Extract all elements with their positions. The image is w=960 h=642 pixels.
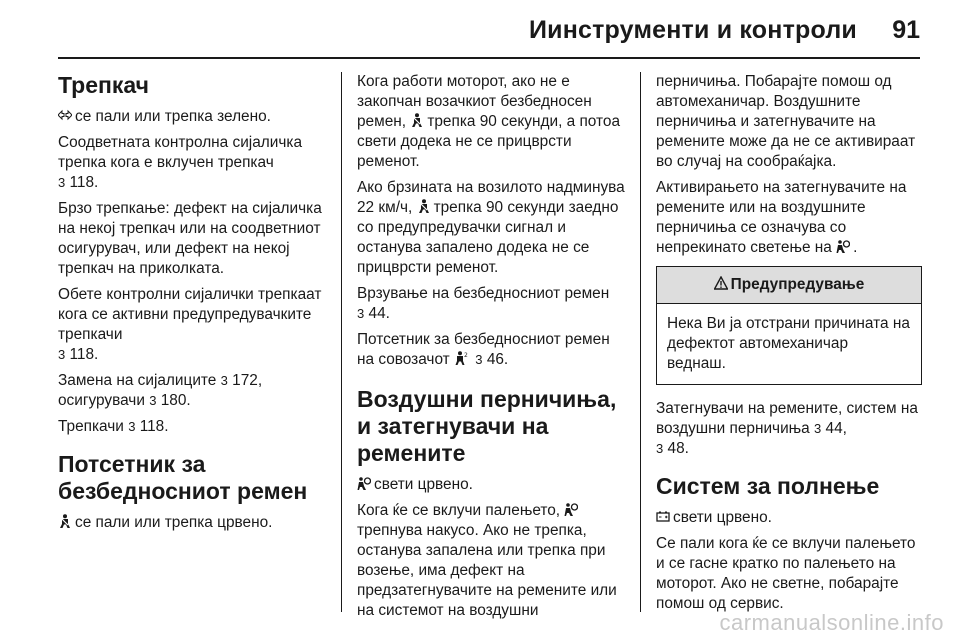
reference-arrow-icon: 3 — [58, 175, 66, 190]
page-ref: 118. — [69, 346, 99, 363]
text: Кога работи моторот, ако не е закопчан возачкиот безбедносен ремен, — [357, 73, 592, 130]
text: Врзување на безбедносниот ремен — [357, 285, 610, 302]
reference-arrow-icon: 3 — [58, 347, 66, 362]
warning-title: Предупредување — [730, 276, 865, 293]
page-ref: 180. — [160, 392, 191, 409]
column-divider — [341, 72, 342, 612]
airbag-icon — [564, 502, 578, 516]
text: Ако брзината на возилото надминува 22 км/ч, — [357, 179, 625, 216]
text: Замена на сијалиците — [58, 372, 217, 389]
paragraph — [656, 399, 922, 459]
reference-arrow-icon: 3 — [220, 373, 228, 388]
reference-arrow-icon: 3 — [656, 441, 664, 456]
text: се пали или трепка зелено. — [75, 108, 271, 125]
paragraph — [58, 285, 330, 365]
column-divider — [640, 72, 641, 612]
paragraph — [357, 501, 627, 621]
text: Кога ќе се вклучи палењето, — [357, 502, 561, 519]
reference-arrow-icon: 3 — [149, 393, 157, 408]
column-3 — [656, 72, 922, 620]
paragraph — [58, 513, 330, 533]
battery-icon — [656, 509, 670, 523]
paragraph — [357, 178, 627, 278]
paragraph — [58, 417, 330, 437]
page-title: Иинструменти и контроли — [528, 16, 857, 44]
airbag-icon — [836, 239, 850, 253]
seatbelt-person-icon — [58, 514, 72, 528]
page-ref: 172, — [232, 372, 263, 389]
reference-arrow-icon: 3 — [128, 419, 136, 434]
text: . — [853, 239, 858, 256]
text: свети црвено. — [374, 476, 473, 493]
reference-arrow-icon: 3 — [475, 352, 483, 367]
paragraph: Брзо трепкање: дефект на сијаличка на некој трепкач или на соодветниот осигурувач, или дефект на некој трепкач на приколката. — [58, 200, 322, 277]
page-number: 91 — [892, 16, 920, 44]
airbag-icon — [357, 476, 371, 490]
paragraph — [357, 72, 627, 172]
section-heading-airbags: Воздушни перничиња, и затегнувачи на ремените — [357, 386, 617, 466]
turn-signal-arrows-icon — [58, 108, 72, 122]
text: свети црвено. — [673, 509, 772, 526]
section-heading-turn-signal: Трепкач — [58, 72, 149, 98]
column-2 — [357, 72, 627, 627]
paragraph — [656, 508, 922, 528]
paragraph — [357, 330, 627, 370]
paragraph: Се пали кога ќе се вклучи палењето и се гасне кратко по палењето на моторот. Ако не светне, побарајте помош од сервис. — [656, 535, 916, 612]
column-1 — [58, 72, 330, 539]
text: Трепкачи — [58, 418, 124, 435]
page-header — [0, 0, 960, 58]
page-ref: 44. — [368, 305, 390, 322]
page-ref: 48. — [667, 440, 689, 457]
text: Затегнувачи на ремените, систем на воздушни перничиња — [656, 400, 918, 437]
text: трепка 90 секунди, а потоа свети додека не се прицврсти ременот. — [357, 113, 621, 170]
text: трепка 90 секунди заедно со предупредувачки сигнал и останува запалено додека не се прицврсти ременот. — [357, 199, 619, 276]
paragraph — [58, 107, 330, 127]
warning-header — [657, 267, 921, 304]
reference-arrow-icon: 3 — [814, 421, 822, 436]
warning-text: Нека Ви ја отстрани причината на дефектот автомеханичар веднаш. — [667, 315, 910, 372]
page-ref: 44, — [825, 420, 847, 437]
warning-triangle-icon — [714, 276, 728, 290]
text: Обете контролни сијалички трепкаат кога се активни предупредувачките трепкачи — [58, 286, 322, 343]
text: се пали или трепка црвено. — [75, 514, 273, 531]
header-rule — [58, 57, 920, 59]
page-ref: 118. — [139, 418, 169, 435]
paragraph — [58, 133, 330, 193]
section-heading-charging-system: Систем за полнење — [656, 473, 880, 499]
text: Активирањето на затегнувачите на ремените или на воздушните перничиња се означува со непрекинато светење на — [656, 179, 907, 256]
reference-arrow-icon: 3 — [357, 306, 365, 321]
section-heading-seatbelt-reminder: Потсетник за безбедносниот ремен — [58, 451, 308, 504]
paragraph — [58, 371, 330, 411]
seatbelt-person-icon — [417, 199, 431, 213]
text: трепнува накусо. Ако не трепка, останува запалена или трепка при возење, има дефект на предзатегнувачите на ремените или на системот на воздушни — [357, 522, 617, 619]
paragraph — [656, 178, 922, 258]
text: Потсетник за безбедносниот ремен на совозачот — [357, 331, 610, 368]
paragraph — [357, 475, 627, 495]
watermark: carmanualsonline.info — [719, 610, 944, 635]
paragraph — [357, 284, 627, 324]
page-ref: 46. — [486, 351, 509, 368]
page-ref: 118. — [69, 174, 99, 191]
svg-text:2: 2 — [464, 352, 468, 359]
seatbelt-person-icon — [410, 113, 424, 127]
paragraph: перничиња. Побарајте помош од автомеханичар. Воздушните перничиња и затегнувачите на ремените може да не се активираат во случај на сообраќајка. — [656, 73, 916, 170]
text: Соодветната контролна сијаличка трепка кога е вклучен трепкач — [58, 134, 303, 171]
text: осигурувачи — [58, 392, 145, 409]
warning-box — [656, 266, 922, 385]
passenger-seatbelt-icon — [454, 351, 468, 365]
